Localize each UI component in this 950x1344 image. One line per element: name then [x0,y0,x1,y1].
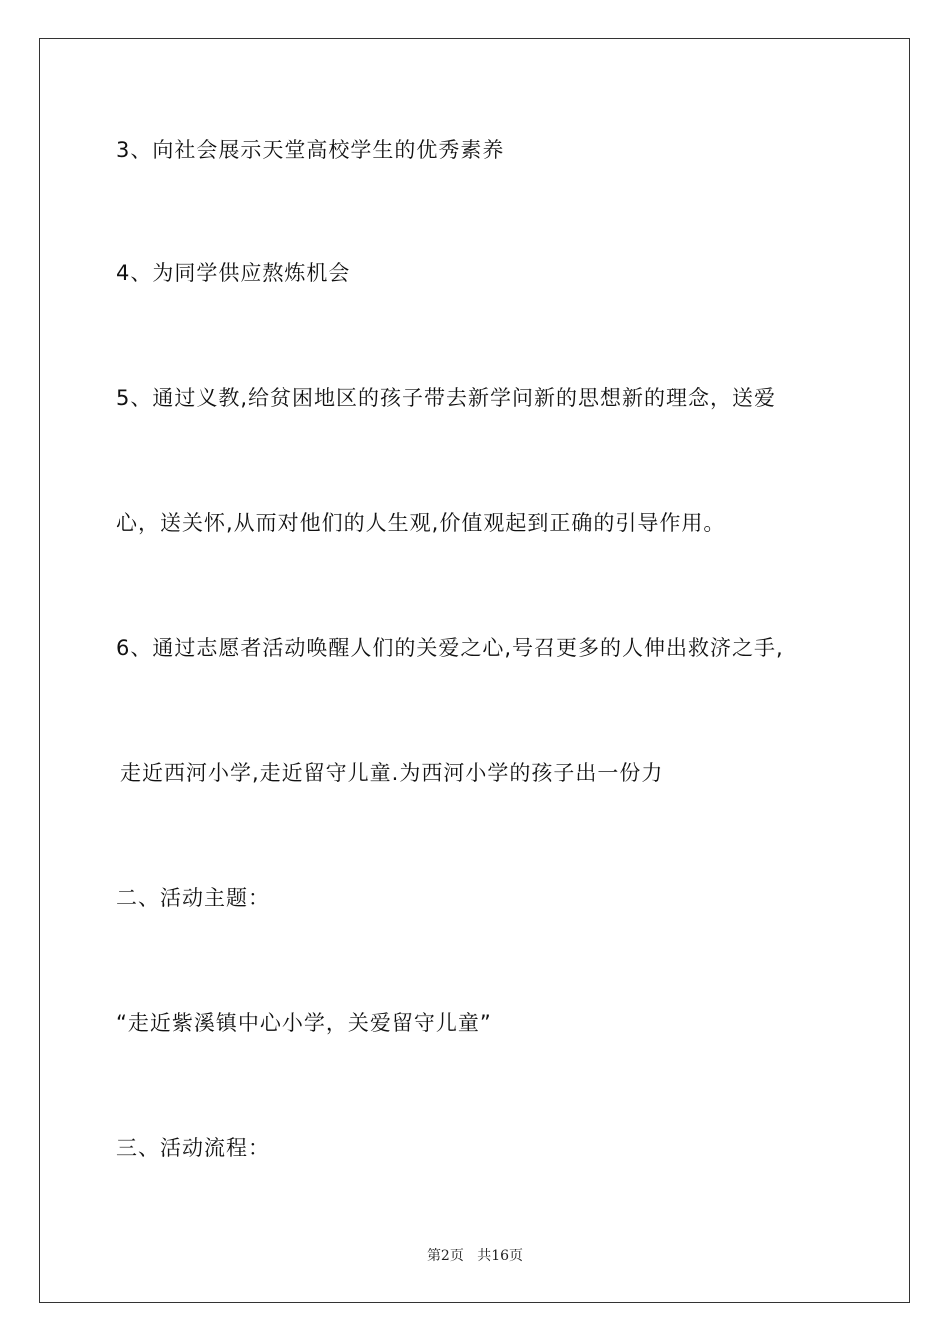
theme-quote: “走近紫溪镇中心小学，关爱留守儿童” [116,1011,492,1035]
section-heading-theme: 二、活动主题： [116,886,270,910]
page-border [39,38,910,1303]
section-heading-process: 三、活动流程： [116,1136,270,1160]
list-item-4: 4、为同学供应熬炼机会 [116,261,351,285]
page-number: 第2页 [426,1248,464,1264]
list-item-3: 3、向社会展示天堂高校学生的优秀素养 [116,138,505,162]
list-item-6-line-1: 6、通过志愿者活动唤醒人们的关爱之心,号召更多的人伸出救济之手, [116,636,784,660]
list-item-5-line-2: 心，送关怀,从而对他们的人生观,价值观起到正确的引导作用。 [116,511,726,535]
page-total: 共16页 [477,1248,524,1264]
page-footer [0,1246,950,1266]
list-item-5-line-1: 5、通过义教,给贫困地区的孩子带去新学问新的思想新的理念，送爱 [116,386,777,410]
list-item-6-line-2: 走近西河小学,走近留守儿童.为西河小学的孩子出一份力 [120,761,664,785]
